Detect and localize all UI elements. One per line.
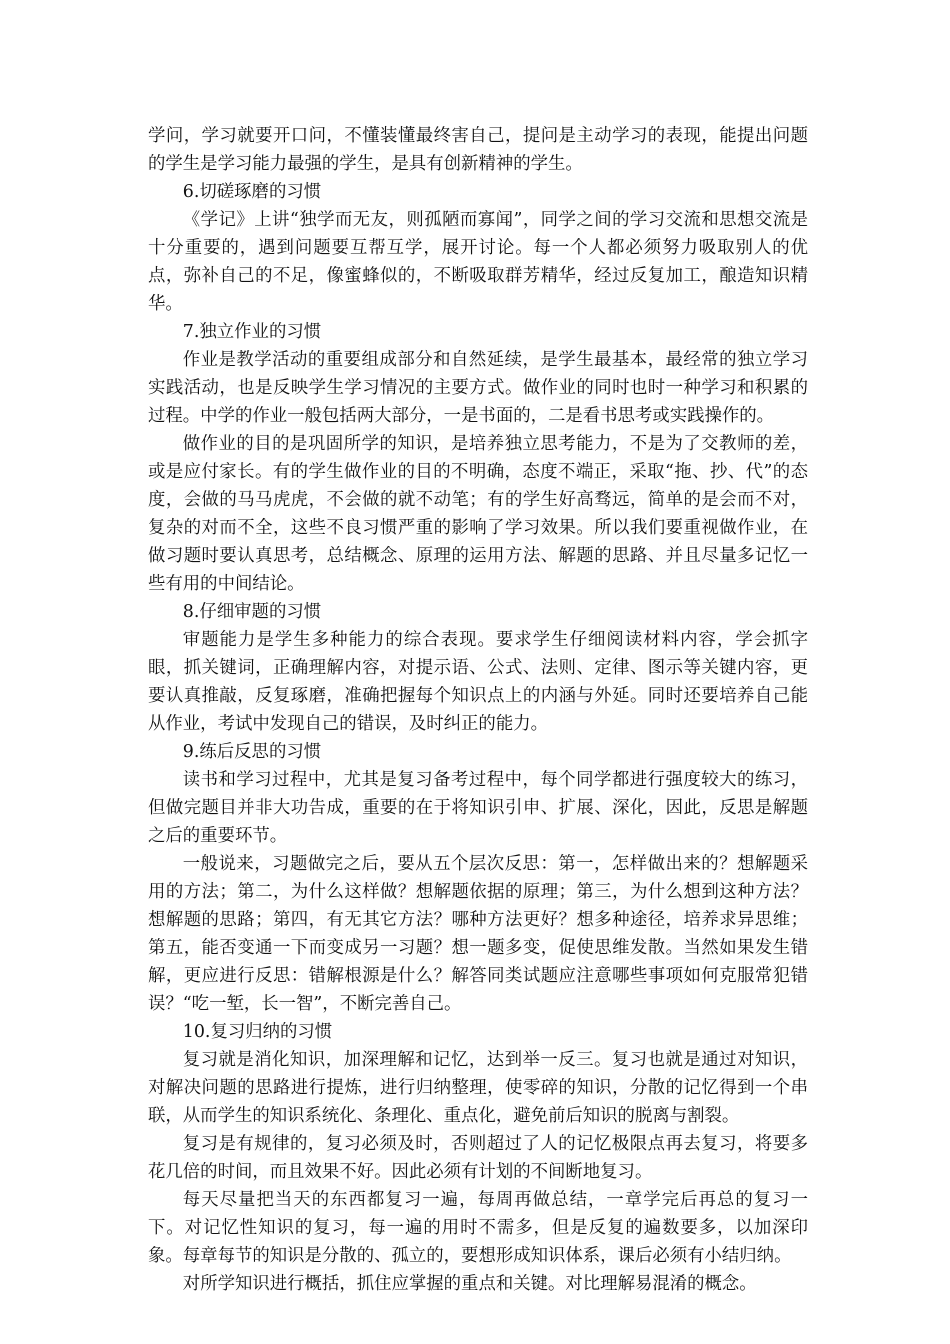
paragraph: 作业是教学活动的重要组成部分和自然延续，是学生最基本，最经常的独立学习实践活动，也是反映学生学习情况的主要方式。做作业的同时也时一种学习和积累的过程。中学的作业一般包括两大部分，一是书面的，二是看书思考或实践操作的。	[148, 350, 808, 426]
paragraph: 复习就是消化知识，加深理解和记忆，达到举一反三。复习也就是通过对知识，对解决问题的思路进行提炼，进行归纳整理，使零碎的知识，分散的记忆得到一个串联，从而学生的知识系统化、条理化、重点化，避免前后知识的脱离与割裂。	[148, 1050, 808, 1126]
paragraph: 审题能力是学生多种能力的综合表现。要求学生仔细阅读材料内容，学会抓字眼，抓关键词，正确理解内容，对提示语、公式、法则、定律、图示等关键内容，更要认真推敲，反复琢磨，准确把握每个知识点上的内涵与外延。同时还要培养自己能从作业，考试中发现自己的错误，及时纠正的能力。	[148, 630, 808, 734]
paragraph: 做作业的目的是巩固所学的知识，是培养独立思考能力，不是为了交教师的差，或是应付家长。有的学生做作业的目的不明确，态度不端正，采取“拖、抄、代”的态度，会做的马马虎虎，不会做的就不动笔；有的学生好高骛远，简单的是会而不对，复杂的对而不全，这些不良习惯严重的影响了学习效果。所以我们要重视做作业，在做习题时要认真思考，总结概念、原理的运用方法、解题的思路、并且尽量多记忆一些有用的中间结论。	[148, 434, 808, 594]
section-heading: 10.复习归纳的习惯	[182, 1022, 333, 1042]
paragraph: 对所学知识进行概括，抓住应掌握的重点和关键。对比理解易混淆的概念。	[182, 1274, 757, 1294]
paragraph: 《学记》上讲“独学而无友，则孤陋而寡闻”，同学之间的学习交流和思想交流是十分重要的，遇到问题要互帮互学，展开讨论。每一个人都必须努力吸取别人的优点，弥补自己的不足，像蜜蜂似的，不断吸取群芳精华，经过反复加工，酿造知识精华。	[148, 210, 808, 314]
section-heading: 6.切磋琢磨的习惯	[182, 182, 322, 202]
paragraph: 复习是有规律的，复习必须及时，否则超过了人的记忆极限点再去复习，将要多花几倍的时间，而且效果不好。因此必须有计划的不间断地复习。	[148, 1134, 808, 1182]
section-heading: 7.独立作业的习惯	[182, 322, 322, 342]
document-page	[148, 122, 808, 1298]
paragraph: 学问，学习就要开口问，不懂装懂最终害自己，提问是主动学习的表现，能提出问题的学生是学习能力最强的学生，是具有创新精神的学生。	[148, 126, 808, 174]
section-heading: 8.仔细审题的习惯	[182, 602, 322, 622]
paragraph: 一般说来，习题做完之后，要从五个层次反思：第一，怎样做出来的？想解题采用的方法；第二，为什么这样做？想解题依据的原理；第三，为什么想到这种方法？想解题的思路；第四，有无其它方法？哪种方法更好？想多种途径，培养求异思维；第五，能否变通一下而变成另一习题？想一题多变，促使思维发散。当然如果发生错解，更应进行反思：错解根源是什么？解答同类试题应注意哪些事项如何克服常犯错误？“吃一堑，长一智”，不断完善自己。	[148, 854, 808, 1014]
paragraph: 每天尽量把当天的东西都复习一遍，每周再做总结，一章学完后再总的复习一下。对记忆性知识的复习，每一遍的用时不需多，但是反复的遍数要多，以加深印象。每章每节的知识是分散的、孤立的，要想形成知识体系，课后必须有小结归纳。	[148, 1190, 808, 1266]
section-heading: 9.练后反思的习惯	[182, 742, 322, 762]
paragraph: 读书和学习过程中，尤其是复习备考过程中，每个同学都进行强度较大的练习，但做完题目并非大功告成，重要的在于将知识引申、扩展、深化，因此，反思是解题之后的重要环节。	[148, 770, 808, 846]
